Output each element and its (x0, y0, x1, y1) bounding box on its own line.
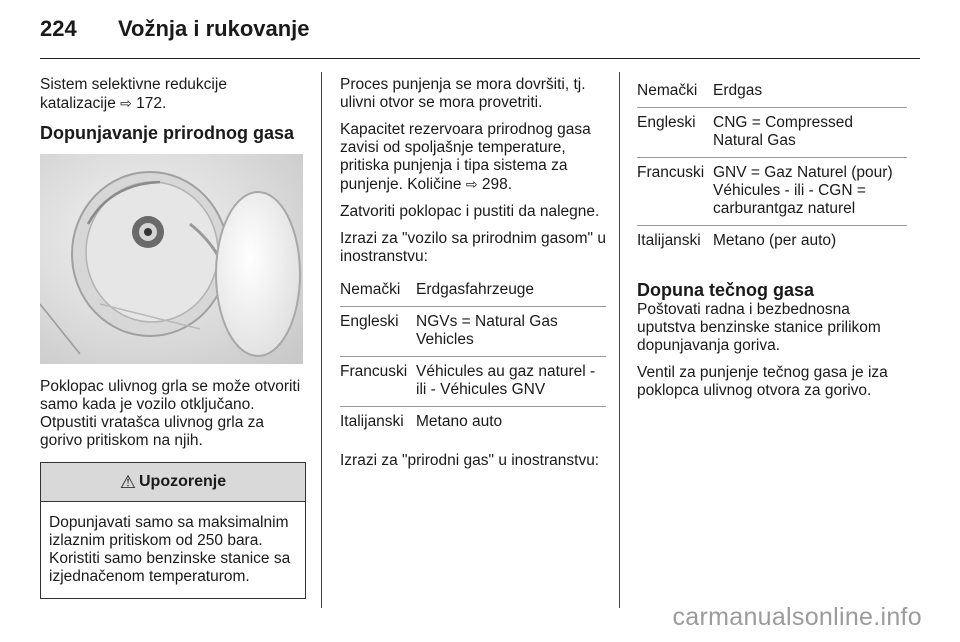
header-rule (40, 58, 920, 59)
table-row (340, 357, 606, 407)
table-row (637, 76, 907, 108)
arrow-ref-icon: ⇨ (465, 176, 478, 192)
term-language: Nemački (340, 275, 416, 307)
term-language: Francuski (340, 357, 416, 407)
paragraph-tank-capacity (340, 121, 606, 194)
term-value: Erdgas (713, 76, 907, 108)
intro-ref-link[interactable]: 172. (136, 95, 167, 112)
column-2 (340, 76, 606, 479)
gas-terms-table (637, 76, 907, 257)
table-row (637, 226, 907, 258)
paragraph-lpg-valve: Ventil za punjenje tečnog gasa je iza poklopca ulivnog otvora za gorivo. (637, 364, 888, 399)
term-language: Engleski (637, 108, 713, 158)
watermark[interactable]: carmanualsonline.info (672, 603, 922, 631)
intro-line-1: Sistem selektivne redukcije (40, 76, 227, 93)
term-language: Italijanski (340, 413, 404, 430)
term-language: Italijanski (637, 232, 701, 249)
table-row (340, 407, 606, 439)
tank-capacity-text: Kapacitet rezervoara prirodnog gasa zavisi od spoljašnje temperature, pritiska punjenja i tipa sistema za punjenje. Količine (340, 121, 591, 193)
warning-text: Dopunjavati samo sa maksimalnim izlaznim pritiskom od 250 bara. Koristiti samo benzinske stanice sa izjednačenom temperaturom. (49, 514, 291, 585)
paragraph-vehicle-terms-intro: Izrazi za "vozilo sa prirodnim gasom" u inostranstvu: (340, 230, 606, 265)
term-value: Metano auto (416, 413, 503, 430)
term-value: Véhicules au gaz naturel - ili - Véhicules GNV (416, 357, 606, 407)
paragraph-fill-process: Proces punjenja se mora dovršiti, tj. ulivni otvor se mora provetriti. (340, 76, 586, 111)
term-value: Erdgasfahrzeuge (416, 275, 606, 307)
page-header-title: Vožnja i rukovanje (118, 16, 310, 41)
column-1 (40, 76, 306, 599)
table-row (340, 275, 606, 307)
term-value: NGVs = Natural Gas Vehicles (416, 307, 606, 357)
intro-line-2: katalizacije (40, 95, 116, 112)
table-row (637, 108, 907, 158)
section-heading-lpg: Dopuna tečnog gasa (637, 280, 815, 300)
arrow-ref-icon: ⇨ (120, 95, 132, 111)
term-value: GNV = Gaz Naturel (pour) Véhicules - ili - CGN = carburantgaz naturel (713, 158, 907, 226)
capacity-ref-link[interactable]: 298. (481, 176, 513, 193)
term-language: Francuski (637, 158, 713, 226)
paragraph-lpg-safety: Poštovati radna i bezbednosna uputstva benzinske stanice prilikom dopunjavanja goriva. (637, 301, 881, 354)
paragraph-gas-terms-intro: Izrazi za "prirodni gas" u inostranstvu: (340, 452, 600, 469)
intro-paragraph (40, 76, 306, 113)
paragraph-close-cap: Zatvoriti poklopac i pustiti da nalegne. (340, 203, 600, 220)
column-divider-2 (619, 72, 620, 608)
warning-box (40, 462, 306, 599)
term-language: Engleski (340, 307, 416, 357)
vehicle-terms-table (340, 275, 606, 438)
fuel-filler-photo (40, 154, 303, 364)
page-number: 224 (40, 16, 77, 41)
table-row (340, 307, 606, 357)
warning-title-bar (41, 463, 305, 502)
term-language: Nemački (637, 76, 713, 108)
warning-triangle-icon: ⚠ (119, 472, 136, 492)
term-value: CNG = Compressed Natural Gas (713, 108, 907, 158)
term-value: Metano (per auto) (713, 232, 837, 249)
photo-caption: Poklopac ulivnog grla se može otvoriti samo kada je vozilo otključano. Otpustiti vratašca ulivnog grla za gorivo pritiskom na njih. (40, 378, 301, 449)
section-heading-cng: Dopunjavanje prirodnog gasa (40, 123, 295, 143)
column-3 (637, 76, 907, 409)
table-row (637, 158, 907, 226)
warning-title: Upozorenje (139, 473, 227, 490)
column-divider-1 (321, 72, 322, 608)
